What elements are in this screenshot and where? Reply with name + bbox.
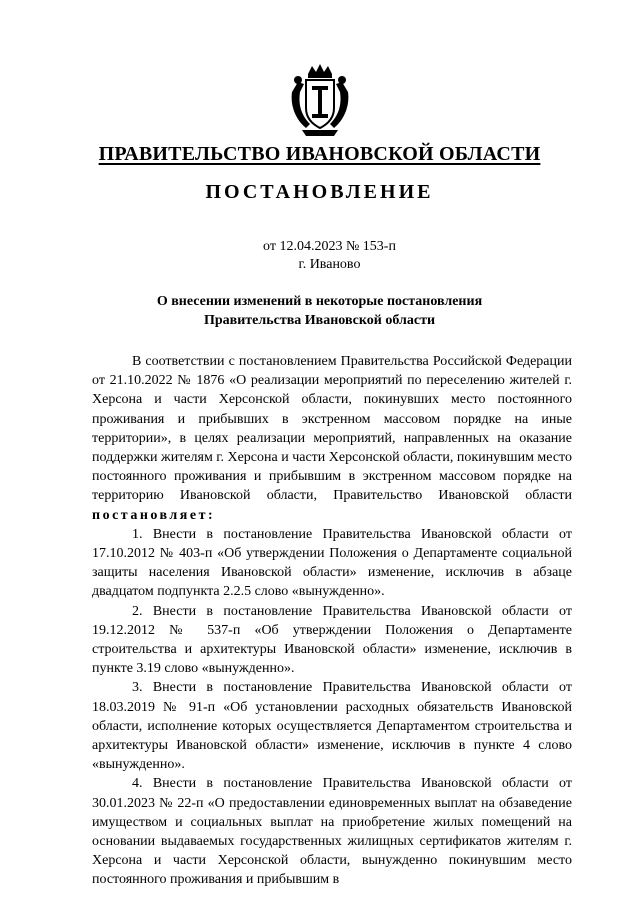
preamble-text: В соответствии с постановлением Правительства Российской Федерации от 21.10.2022 № 1876 «О реализации мероприятий по переселению жителей г. Херсона и части Херсонской области, покинувших место постоянного проживания и прибывших в экстренном массовом порядке на иные территории», в целях реализации мероприятий, направленных на оказание поддержки жителям г. Херсона и части Херсонской области, покинувшим место постоянного проживания и прибывшим в экстренном массовом порядке на территорию Ивановской области, Правительство Ивановской области [92, 354, 572, 504]
date-number: от 12.04.2023 № 153-п [263, 239, 396, 254]
coat-of-arms-icon [288, 62, 352, 138]
preamble-paragraph [92, 352, 572, 525]
document-type-title: ПОСТАНОВЛЕНИЕ [205, 181, 434, 203]
list-item: 4. Внести в постановление Правительства Ивановской области от 30.01.2023 № 22-п «О предоставлении единовременных выплат на обзаведение имуществом и социальных выплат на приобретение жилых помещений на основании выдаваемых государственных жилищных сертификатов жителям г. Херсона и части Херсонской области, вынужденно покинувшим место постоянного проживания и прибывшим в [92, 776, 572, 888]
subject-line-1: О внесении изменений в некоторые постановления [156, 294, 483, 309]
city: г. Иваново [298, 257, 361, 272]
list-item: 1. Внести в постановление Правительства Ивановской области от 17.10.2012 № 403-п «Об утверждении Положения о Департаменте социальной защиты населения Ивановской области» изменение, исключив в абзаце двадцатом подпункта 2.2.5 слово «вынужденно». [92, 526, 572, 600]
list-item: 3. Внести в постановление Правительства Ивановской области от 18.03.2019 № 91-п «Об установлении расходных обязательств Ивановской области, исполнение которых осуществляется Департаментом строительства и архитектуры Ивановской области» изменение, исключив в пункте 4 слово «вынужденно». [92, 680, 572, 773]
document-body [92, 352, 572, 890]
organization-title: ПРАВИТЕЛЬСТВО ИВАНОВСКОЙ ОБЛАСТИ [98, 143, 541, 165]
list-item: 2. Внести в постановление Правительства Ивановской области от 19.12.2012 № 537-п «Об утверждении Положения о Департаменте строительства и архитектуры Ивановской области» изменение, исключив в пункте 3.19 слово «вынужденно». [92, 603, 572, 677]
document-meta [0, 238, 639, 274]
subject-line-2: Правительства Ивановской области [203, 313, 436, 328]
resolves-word: постановляет: [92, 507, 216, 523]
document-subject [0, 292, 639, 330]
